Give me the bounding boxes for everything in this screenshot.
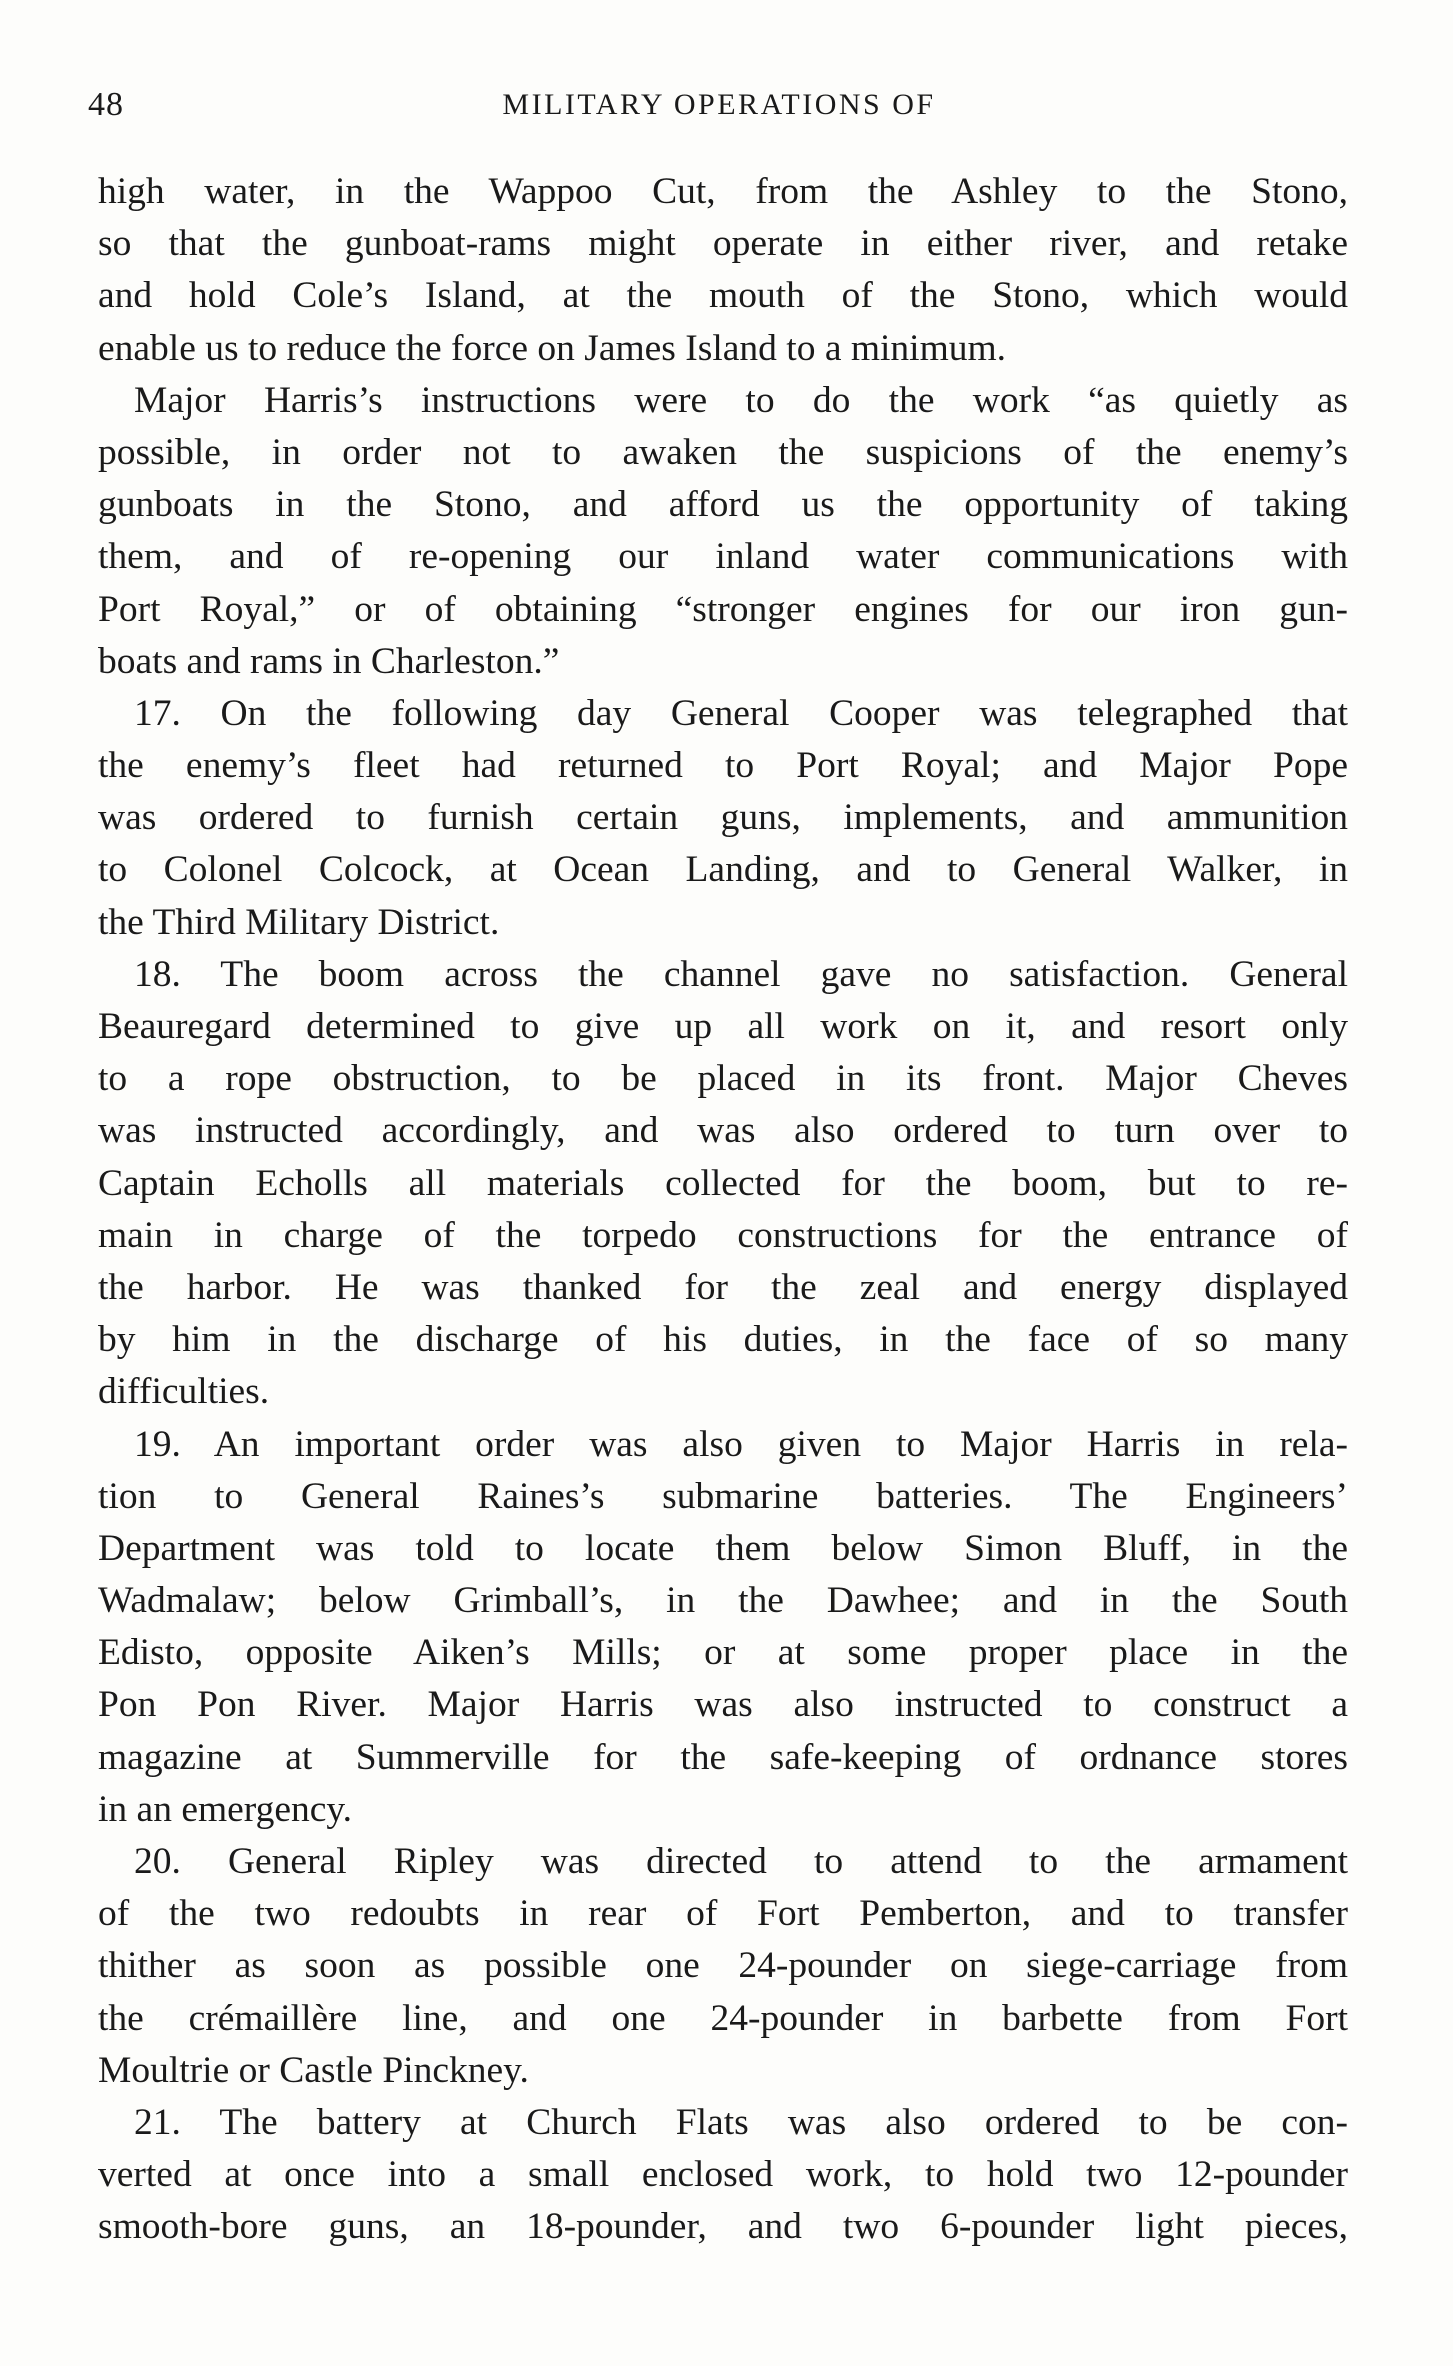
text-line: high water, in the Wappoo Cut, from the Ashley to the Stono,: [98, 171, 1348, 212]
text-line: so that the gunboat-rams might operate in either river, and retake: [98, 223, 1348, 265]
text-line: Department was told to locate them below Simon Bluff, in the: [98, 1527, 1348, 1569]
text-line: 21. The battery at Church Flats was also ordered to be con-: [134, 2101, 1348, 2143]
text-line: Beauregard determined to give up all work on it, and resort only: [98, 1006, 1348, 1047]
text-line: enable us to reduce the force on James Island to a minimum.: [98, 327, 1007, 369]
text-line: to Colonel Colcock, at Ocean Landing, and to General Walker, in: [98, 849, 1348, 891]
text-line: verted at once into a small enclosed work, to hold two 12-pounder: [98, 2154, 1348, 2196]
text-line: smooth-bore guns, an 18-pounder, and two 6-pounder light pieces,: [98, 2206, 1348, 2248]
text-line: 20. General Ripley was directed to attend to the armament: [134, 1841, 1348, 1882]
text-line: Port Royal,” or of obtaining “stronger engines for our iron gun-: [98, 588, 1348, 630]
text-line: Moultrie or Castle Pinckney.: [98, 2049, 529, 2091]
text-line: 17. On the following day General Cooper was telegraphed that: [134, 692, 1348, 734]
text-line: Captain Echolls all materials collected for the boom, but to re-: [98, 1162, 1348, 1204]
text-line: possible, in order not to awaken the suspicions of the enemy’s: [98, 431, 1348, 473]
running-title: MILITARY OPERATIONS OF: [502, 88, 936, 121]
text-line: magazine at Summerville for the safe-keeping of ordnance stores: [98, 1736, 1348, 1778]
text-line: boats and rams in Charleston.”: [98, 640, 560, 682]
text-line: Pon Pon River. Major Harris was also instructed to construct a: [98, 1684, 1348, 1726]
text-line: the crémaillère line, and one 24-pounder in barbette from Fort: [98, 1997, 1348, 2039]
text-line: to a rope obstruction, to be placed in its front. Major Cheves: [98, 1058, 1348, 1100]
body-text: [98, 166, 1348, 2254]
text-line: by him in the discharge of his duties, in the face of so many: [98, 1319, 1348, 1361]
text-line: the harbor. He was thanked for the zeal and energy displayed: [98, 1266, 1348, 1308]
text-line: in an emergency.: [98, 1788, 353, 1830]
text-line: the enemy’s fleet had returned to Port Royal; and Major Pope: [98, 745, 1348, 787]
text-line: was ordered to furnish certain guns, implements, and ammunition: [98, 797, 1348, 839]
text-line: of the two redoubts in rear of Fort Pemberton, and to transfer: [98, 1893, 1348, 1935]
text-line: difficulties.: [98, 1371, 270, 1413]
text-line: and hold Cole’s Island, at the mouth of the Stono, which would: [98, 275, 1348, 317]
text-line: main in charge of the torpedo constructions for the entrance of: [98, 1214, 1348, 1256]
text-line: Wadmalaw; below Grimball’s, in the Dawhee; and in the South: [98, 1580, 1348, 1622]
text-line: Major Harris’s instructions were to do the work “as quietly as: [134, 379, 1348, 421]
text-line: Edisto, opposite Aiken’s Mills; or at some proper place in the: [98, 1632, 1348, 1674]
text-line: gunboats in the Stono, and afford us the opportunity of taking: [98, 484, 1348, 526]
text-line: 19. An important order was also given to Major Harris in rela-: [134, 1423, 1348, 1465]
page-number: 48: [88, 86, 124, 123]
text-line: 18. The boom across the channel gave no satisfaction. General: [134, 953, 1348, 995]
text-line: was instructed accordingly, and was also ordered to turn over to: [98, 1110, 1348, 1152]
text-line: thither as soon as possible one 24-pounder on siege-carriage from: [98, 1945, 1348, 1987]
text-line: the Third Military District.: [98, 901, 500, 943]
text-line: tion to General Raines’s submarine batteries. The Engineers’: [98, 1475, 1348, 1517]
running-head: [88, 86, 1350, 130]
text-line: them, and of re-opening our inland water communications with: [98, 536, 1348, 578]
